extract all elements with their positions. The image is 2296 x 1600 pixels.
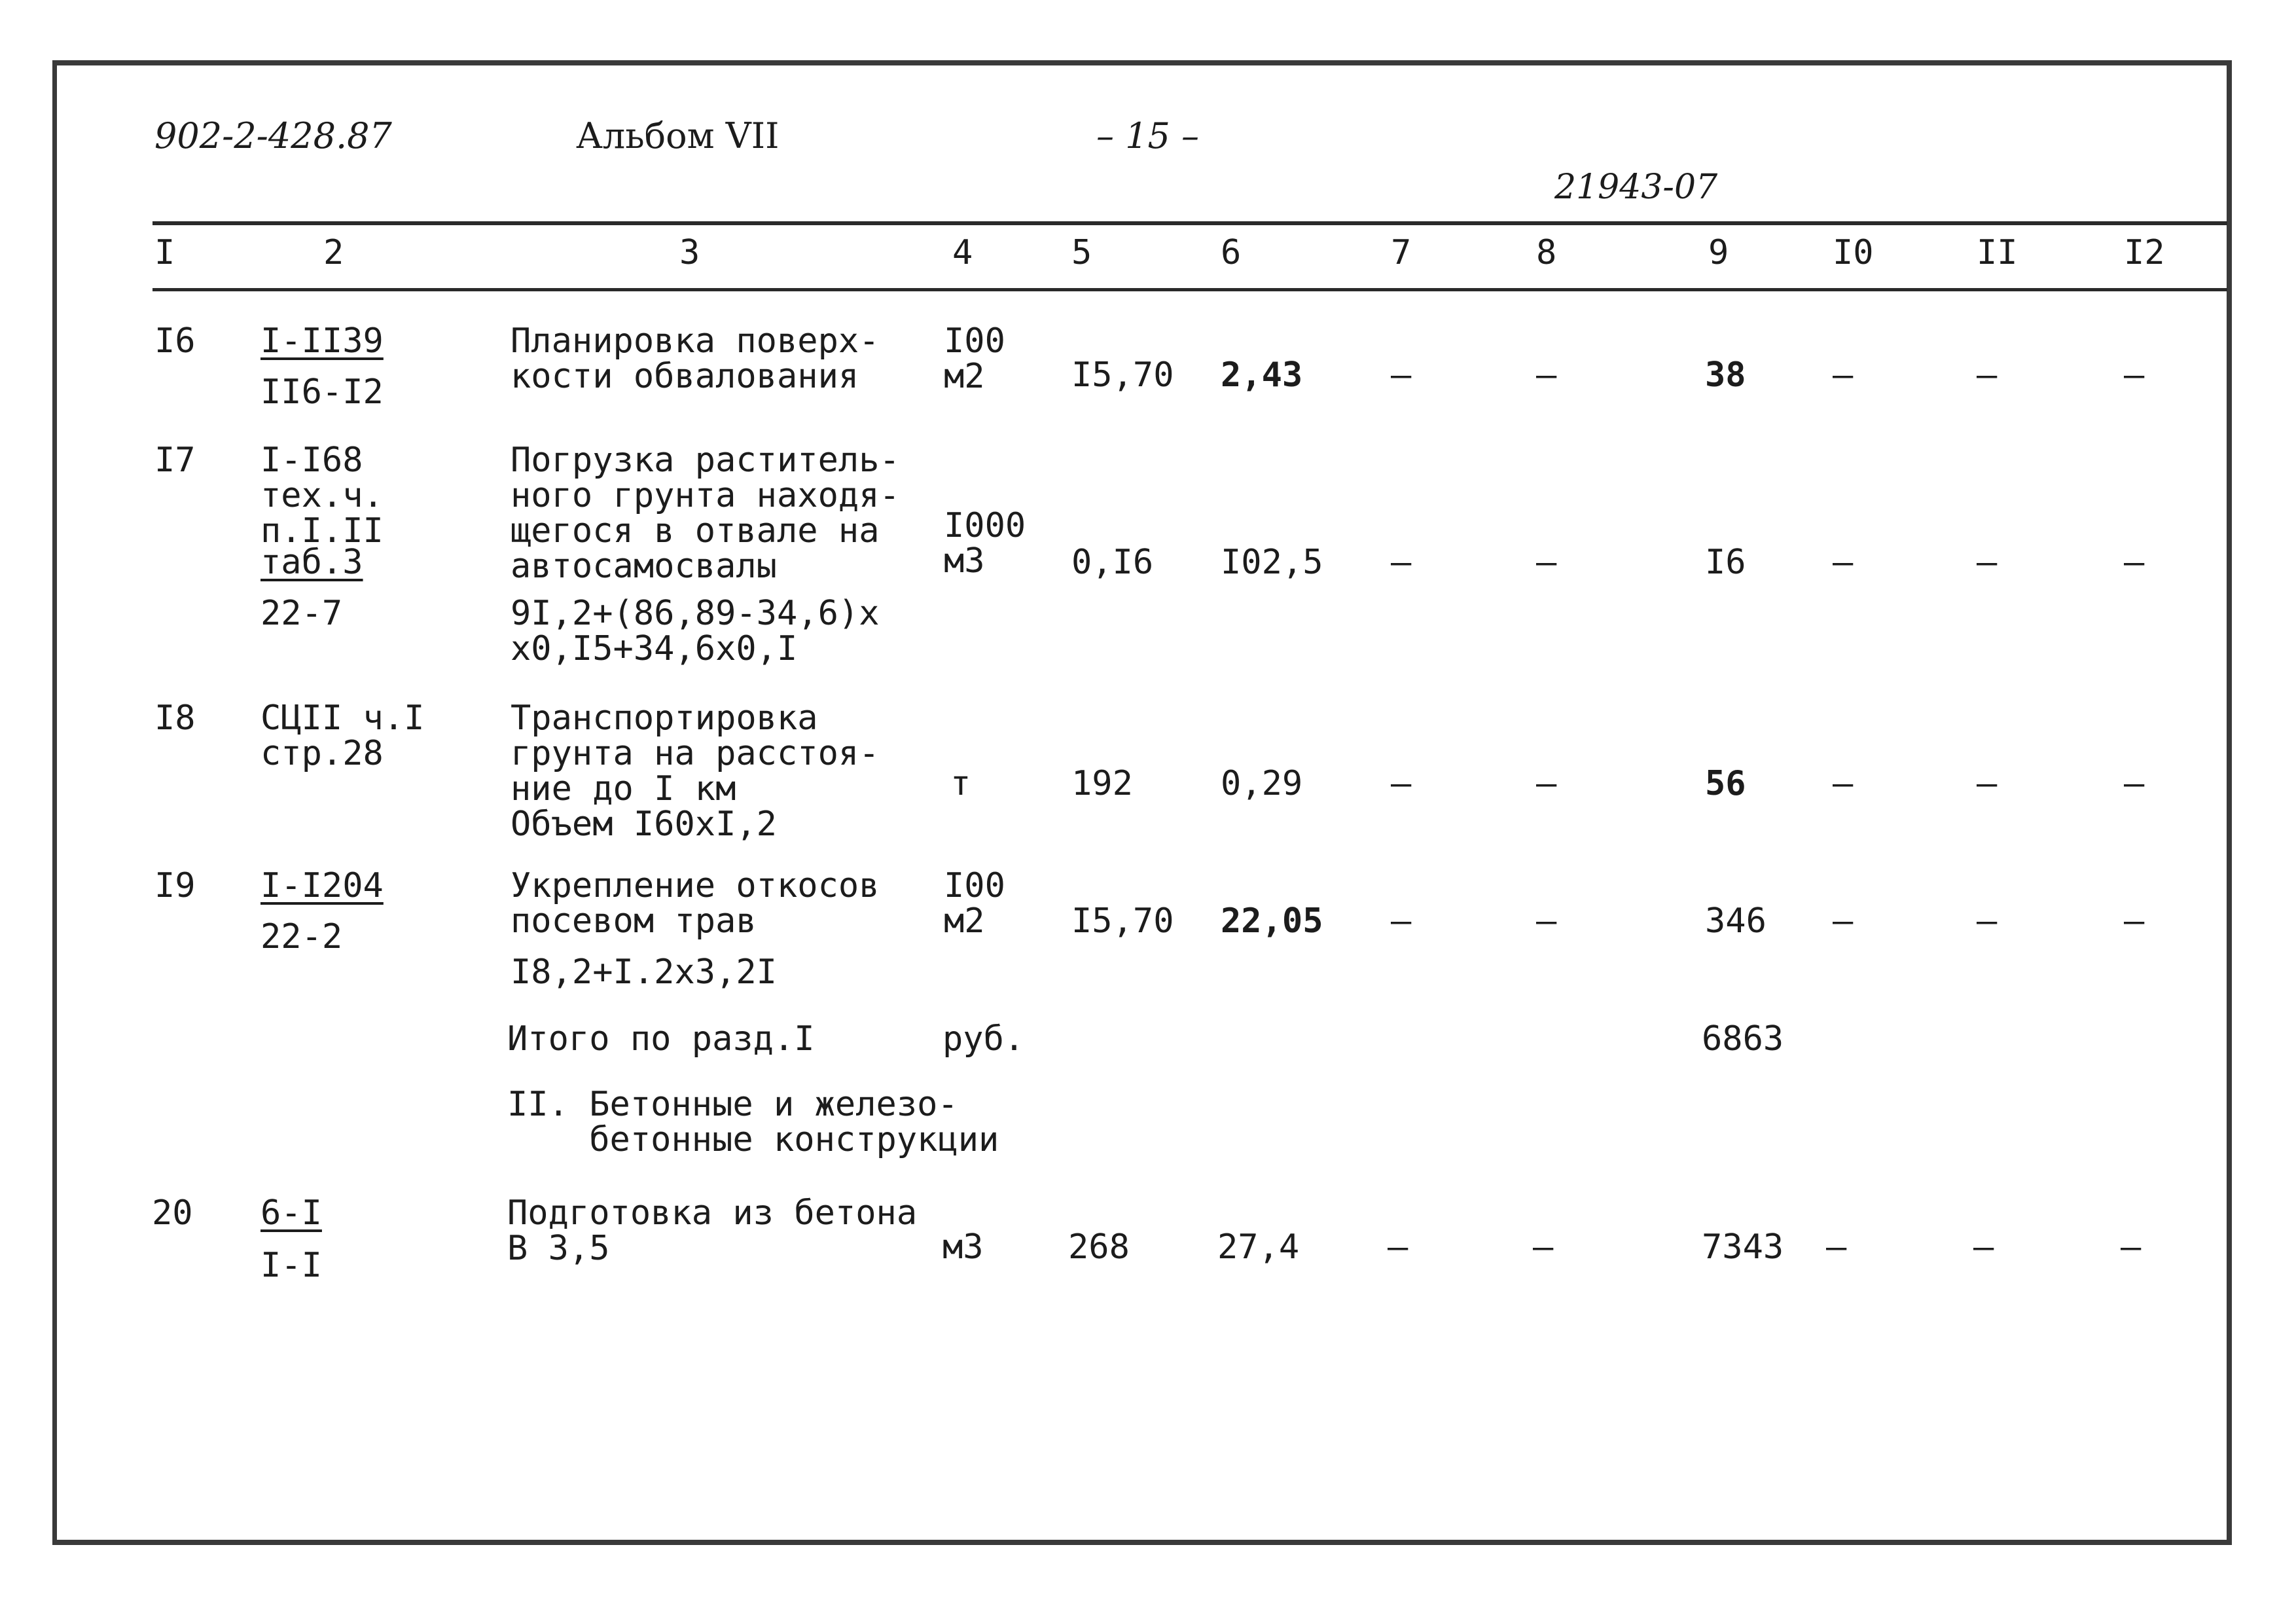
column-header: I — [154, 233, 175, 272]
quantity-formula: 9I,2+(86,89-34,6)х х0,I5+34,6х0,I — [511, 594, 880, 668]
col11-dash: – — [1977, 901, 1998, 941]
total-cost: 56 — [1705, 764, 1746, 803]
total-cost: 346 — [1705, 901, 1767, 941]
col10-dash: – — [1826, 1227, 1847, 1267]
row-number: I6 — [154, 321, 196, 361]
total-cost: I6 — [1705, 543, 1746, 582]
column-header: I0 — [1833, 233, 1874, 272]
subtotal-unit: руб. — [942, 1019, 1025, 1059]
quantity: 268 — [1068, 1227, 1130, 1267]
col8-dash: – — [1533, 1227, 1554, 1267]
work-description: Укрепление откосов посевом трав — [511, 866, 880, 941]
col10-dash: – — [1833, 543, 1854, 582]
work-description: Подготовка из бетона В 3,5 — [507, 1193, 918, 1268]
col10-dash: – — [1833, 901, 1854, 941]
col8-dash: – — [1536, 543, 1557, 582]
col7-dash: – — [1391, 543, 1412, 582]
norm-subcode: I-I — [260, 1246, 322, 1285]
col12-dash: – — [2121, 1227, 2142, 1267]
col8-dash: – — [1536, 355, 1557, 395]
col10-dash: – — [1833, 764, 1854, 803]
norm-code: I-I68 тех.ч. п.I.II — [260, 441, 384, 551]
column-header: 3 — [679, 233, 700, 272]
work-description: Планировка поверх- кости обвалования — [511, 321, 880, 396]
col7-dash: – — [1391, 355, 1412, 395]
inventory-number: 21943-07 — [1554, 168, 1718, 207]
col12-dash: – — [2124, 764, 2145, 803]
norm-code: I-I204 — [260, 866, 384, 905]
header-rule-bottom — [152, 288, 2227, 291]
page-number: – 15 – — [1096, 115, 1200, 156]
column-header: 2 — [323, 233, 344, 272]
col8-dash: – — [1536, 901, 1557, 941]
norm-subcode: II6-I2 — [260, 373, 384, 412]
total-cost: 38 — [1705, 355, 1746, 395]
column-header: II — [1977, 233, 2018, 272]
quantity: I5,70 — [1071, 901, 1174, 941]
unit: I00 м2 — [944, 321, 1005, 396]
unit-price: I02,5 — [1221, 543, 1323, 582]
column-header: I2 — [2124, 233, 2165, 272]
col12-dash: – — [2124, 355, 2145, 395]
row-number: I7 — [154, 441, 196, 480]
unit-price: 27,4 — [1217, 1227, 1300, 1267]
column-header: 8 — [1536, 233, 1557, 272]
col7-dash: – — [1391, 901, 1412, 941]
col7-dash: – — [1388, 1227, 1408, 1267]
norm-code: СЦII ч.I стр.28 — [260, 699, 425, 773]
subtotal-label: Итого по разд.I — [507, 1019, 815, 1059]
norm-subcode: 22-2 — [260, 917, 343, 956]
page-border — [52, 60, 2232, 1545]
total-cost: 7343 — [1702, 1227, 1784, 1267]
column-header: 4 — [952, 233, 973, 272]
unit: I00 м2 — [944, 866, 1005, 941]
quantity: 192 — [1071, 764, 1133, 803]
col11-dash: – — [1977, 543, 1998, 582]
column-header: 9 — [1708, 233, 1729, 272]
col11-dash: – — [1977, 764, 1998, 803]
unit: т — [950, 764, 971, 803]
col11-dash: – — [1973, 1227, 1994, 1267]
row-number: I9 — [154, 866, 196, 905]
column-header: 6 — [1221, 233, 1242, 272]
row-number: I8 — [154, 699, 196, 738]
unit-price: 0,29 — [1221, 764, 1303, 803]
col12-dash: – — [2124, 543, 2145, 582]
section-heading: II. Бетонные и железо- бетонные конструкции — [507, 1085, 999, 1159]
work-description: Транспортировка грунта на расстоя- ние до I км Объем I60хI,2 — [511, 699, 880, 844]
col11-dash: – — [1977, 355, 1998, 395]
norm-code: 6-I — [260, 1193, 322, 1233]
unit-price: 2,43 — [1221, 355, 1303, 395]
col8-dash: – — [1536, 764, 1557, 803]
column-header: 7 — [1391, 233, 1412, 272]
quantity: 0,I6 — [1071, 543, 1154, 582]
norm-table-ref: таб.3 — [260, 543, 363, 582]
album-label: Альбом VII — [576, 115, 780, 156]
document-number: 902-2-428.87 — [154, 115, 392, 156]
work-description: Погрузка раститель- ного грунта находя- щегося в отвале на автосамосвалы — [511, 441, 900, 586]
norm-code: I-II39 — [260, 321, 384, 361]
norm-subcode: 22-7 — [260, 594, 343, 633]
unit: м3 — [942, 1227, 984, 1267]
col7-dash: – — [1391, 764, 1412, 803]
row-number: 20 — [152, 1193, 193, 1233]
unit: I000 м3 — [944, 506, 1026, 581]
col10-dash: – — [1833, 355, 1854, 395]
quantity-formula: I8,2+I.2х3,2I — [511, 953, 777, 992]
column-header: 5 — [1071, 233, 1092, 272]
header-rule-top — [152, 221, 2227, 225]
quantity: I5,70 — [1071, 355, 1174, 395]
col12-dash: – — [2124, 901, 2145, 941]
unit-price: 22,05 — [1221, 901, 1323, 941]
subtotal-total: 6863 — [1702, 1019, 1784, 1059]
